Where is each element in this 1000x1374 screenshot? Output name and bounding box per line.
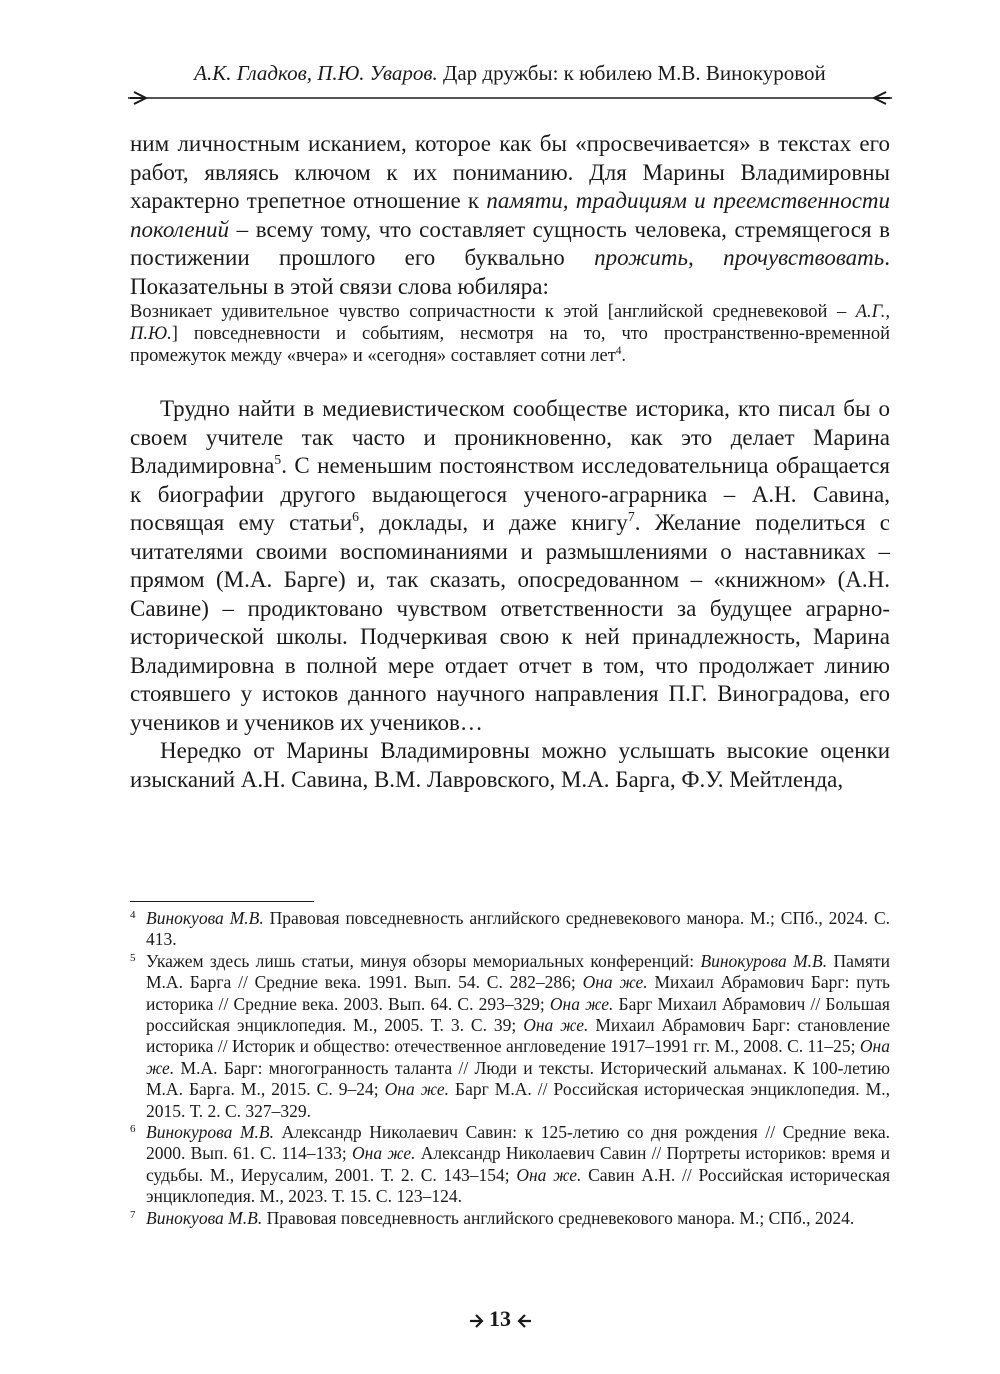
footnote-ref-4[interactable]: 4 bbox=[615, 344, 622, 357]
footnote-text: Укажем здесь лишь статьи, минуя обзоры мемориальных конференций: bbox=[146, 950, 701, 971]
running-head-title: Дар дружбы: к юбилею М.В. Винокуровой bbox=[437, 61, 826, 85]
footnote-text: Барг М.А. // Российская историческая энциклопедия. М., 2015. Т. 2. С. 327–329. bbox=[146, 1079, 890, 1121]
page-number-value: 13 bbox=[489, 1306, 511, 1331]
running-head bbox=[130, 60, 890, 86]
block-quote bbox=[130, 301, 890, 367]
p1-italic-d: прожить, прочувствовать bbox=[594, 245, 885, 270]
footnote-6 bbox=[130, 1122, 890, 1208]
footnote-text: Правовая повседневность английского средневекового манора. М.; СПб., 2024. bbox=[262, 1207, 855, 1228]
footnote-text: Михаил Абрамович Барг: становление историка // Историк и общество: отечественное англоведение 1917–1991 гг. М., 2008. С. 11–25; bbox=[146, 1015, 890, 1057]
footnote-text: Александр Николаевич Савин // Портреты историков: время и судьбы. М., Иерусалим, 2001. Т. 2. С. 143–154; bbox=[146, 1143, 891, 1185]
header-ornament-rule bbox=[128, 91, 892, 105]
page-number bbox=[440, 1306, 560, 1332]
footnote-ref-6[interactable]: 6 bbox=[352, 509, 360, 525]
main-text bbox=[130, 130, 890, 794]
footnote-number: 4 bbox=[130, 909, 136, 921]
footnote-author: Она же. bbox=[384, 1079, 449, 1100]
footnote-author: Винокуова М.В. bbox=[146, 908, 264, 928]
p2-text-b: . С неменьшим постоянством исследовательница обращается к биографии другого выдающегося ученого-аграрника – А.Н. Савина, посвящая ему статьи bbox=[130, 453, 890, 535]
arrow-left-icon bbox=[517, 1314, 533, 1328]
footnote-ref-7[interactable]: 7 bbox=[627, 509, 635, 525]
footnote-author: Она же. bbox=[523, 1015, 589, 1036]
footnote-separator bbox=[130, 901, 314, 902]
running-head-authors: А.К. Гладков, П.Ю. Уваров. bbox=[194, 61, 438, 85]
footnote-text: Барг Михаил Абрамович // Большая российская энциклопедия. М., 2005. Т. 3. С. 39; bbox=[146, 993, 890, 1036]
footnote-5 bbox=[130, 951, 890, 1122]
quote-text-c: ] повседневности и событиям, несмотря на то, что пространственно-временной промежуток между «вчера» и «сегодня» составляет сотни лет bbox=[130, 324, 890, 366]
p1-text-c: – всему тому, что составляет сущность человека, стремящегося в постижении прошлого его буквально bbox=[130, 216, 890, 270]
footnote-text: Савин А.Н. // Российская историческая энциклопедия. М., 2023. Т. 15. С. 123–124. bbox=[146, 1164, 891, 1207]
arrow-right-icon bbox=[468, 1314, 484, 1328]
footnote-4 bbox=[130, 908, 890, 951]
footnote-author: Винокурова М.В. bbox=[146, 1122, 274, 1143]
footnote-author: Она же. bbox=[516, 1164, 582, 1185]
footnote-7 bbox=[130, 1208, 890, 1229]
paragraph-2 bbox=[130, 395, 890, 737]
footnote-author: Винокурова М.В. bbox=[700, 950, 828, 971]
p2-text-d: . Желание поделиться с читателями своими воспоминаниями и размышлениями о наставниках – прямом (М.А. Барге) и, так сказать, опосредованном – «книжном» (А.Н. Савине) – продиктовано чувством ответственности за будущее аграрно-исторической школы. Подчеркивая свою к ней принадлежность, Марина Владимировна в полной мере отдает отчет в том, что продолжает линию стоявшего у истоков данного научного направления П.Г. Виноградова, его учеников и учеников их учеников… bbox=[130, 510, 890, 735]
quote-end: . bbox=[621, 346, 627, 366]
footnote-author: Винокуова М.В. bbox=[146, 1207, 263, 1228]
footnote-number: 7 bbox=[130, 1208, 136, 1221]
footnote-number: 5 bbox=[130, 951, 136, 964]
p2-text-a: Трудно найти в медиевистическом сообществе историка, кто писал бы о своем учителе так часто и проникновенно, как это делает Марина Владимировна bbox=[130, 396, 890, 478]
paragraph-3: Нередко от Марины Владимировны можно услышать высокие оценки изысканий А.Н. Савина, В.М. Лавровского, М.А. Барга, Ф.У. Мейтленда, bbox=[130, 738, 890, 792]
p1-text-a: ним личностным исканием, которое как бы «просвечивается» в текстах его работ, являясь ключом к их пониманию. Для Марины Владимировны характерно трепетное отношение к bbox=[130, 131, 890, 213]
footnote-text: Правовая повседневность английского средневекового манора. М.; СПб., 2024. С. 413. bbox=[146, 908, 891, 950]
footnote-number: 6 bbox=[130, 1123, 136, 1136]
footnote-text: Памяти М.А. Барга // Средние века. 1991. Вып. 54. С. 282–286; bbox=[146, 950, 891, 993]
p1-italic-b: памяти, традициям и преемственности поколений bbox=[130, 188, 891, 242]
footnote-author: Она же. bbox=[352, 1143, 416, 1164]
footnote-author: Она же. bbox=[146, 1036, 890, 1078]
footnote-ref-5[interactable]: 5 bbox=[274, 452, 282, 468]
footnote-text: Александр Николаевич Савин: к 125-летию со дня рождения // Средние века. 2000. Вып. 61. С. 114–133; bbox=[146, 1122, 890, 1164]
footnote-text: М.А. Барг: многогранность таланта // Люди и тексты. Исторический альманах. К 100-летию М.А. Барга. М., 2015. С. 9–24; bbox=[146, 1057, 890, 1100]
footnote-text: Михаил Абрамович Барг: путь историка // Средние века. 2003. Вып. 64. С. 293–329; bbox=[146, 972, 890, 1014]
footnotes bbox=[130, 908, 890, 1229]
p1-text-e: . Показательны в этой связи слова юбиляра: bbox=[130, 245, 890, 299]
quote-italic-initials: А.Г., П.Ю. bbox=[130, 302, 890, 344]
paragraph-1 bbox=[130, 130, 890, 301]
footnote-author: Она же. bbox=[582, 972, 648, 993]
quote-text-a: Возникает удивительное чувство сопричастности к этой [английской средневековой – bbox=[130, 302, 856, 322]
p2-text-c: , доклады, и даже книгу bbox=[359, 510, 628, 535]
footnote-author: Она же. bbox=[549, 993, 614, 1014]
